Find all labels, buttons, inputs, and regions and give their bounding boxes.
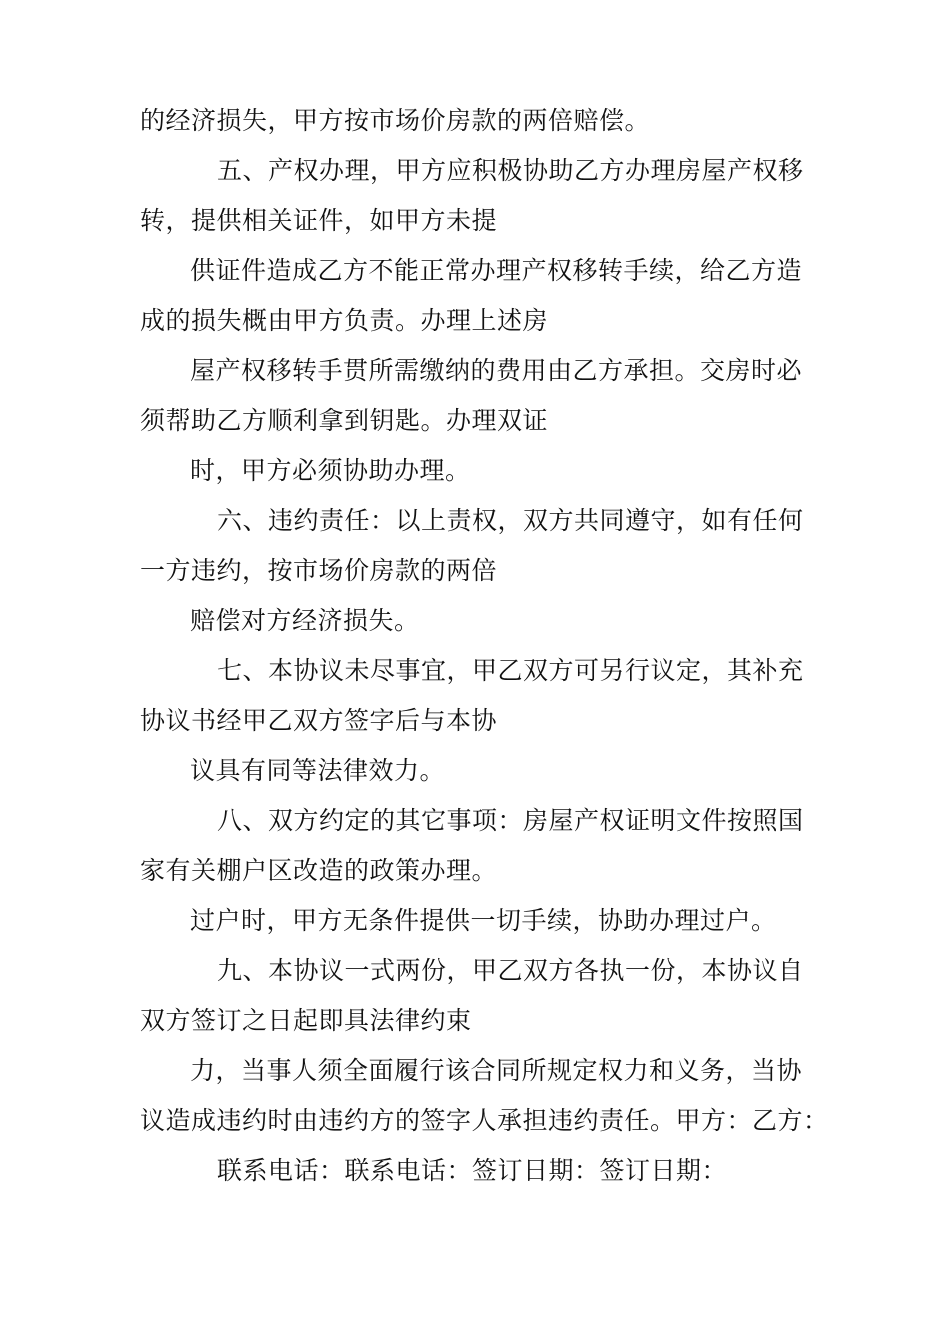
text-line: 屋产权移转手贯所需缴纳的费用由乙方承担。交房时必 xyxy=(190,356,803,385)
text-line: 双方签订之日起即具法律约束 xyxy=(140,1006,472,1035)
text-line: 赔偿对方经济损失。 xyxy=(190,606,420,635)
text-line: 九、本协议一式两份，甲乙双方各执一份，本协议自 xyxy=(217,956,804,985)
text-line: 议造成违约时由违约方的签字人承担违约责任。甲方：乙方： xyxy=(140,1106,829,1135)
text-line: 七、本协议未尽事宜，甲乙双方可另行议定，其补充 xyxy=(217,656,804,685)
text-line: 联系电话：联系电话：签订日期：签订日期： xyxy=(217,1156,728,1185)
text-line: 过户时，甲方无条件提供一切手续，协助办理过户。 xyxy=(190,906,777,935)
text-line: 力，当事人须全面履行该合同所规定权力和义务，当协 xyxy=(190,1056,803,1085)
text-line: 五、产权办理，甲方应积极协助乙方办理房屋产权移 xyxy=(217,156,804,185)
text-line: 的经济损失，甲方按市场价房款的两倍赔偿。 xyxy=(140,106,651,135)
text-line: 供证件造成乙方不能正常办理产权移转手续，给乙方造 xyxy=(190,256,803,285)
text-line: 须帮助乙方顺利拿到钥匙。办理双证 xyxy=(140,406,549,435)
text-line: 八、双方约定的其它事项：房屋产权证明文件按照国 xyxy=(217,806,804,835)
text-line: 家有关棚户区改造的政策办理。 xyxy=(140,856,498,885)
text-line: 时，甲方必须协助办理。 xyxy=(190,456,471,485)
text-line: 六、违约责任：以上责权，双方共同遵守，如有任何 xyxy=(217,506,804,535)
text-line: 成的损失概由甲方负责。办理上述房 xyxy=(140,306,549,335)
text-line: 一方违约，按市场价房款的两倍 xyxy=(140,556,498,585)
text-line: 协议书经甲乙双方签字后与本协 xyxy=(140,706,498,735)
text-line: 转，提供相关证件，如甲方未提 xyxy=(140,206,498,235)
text-line: 议具有同等法律效力。 xyxy=(190,756,446,785)
